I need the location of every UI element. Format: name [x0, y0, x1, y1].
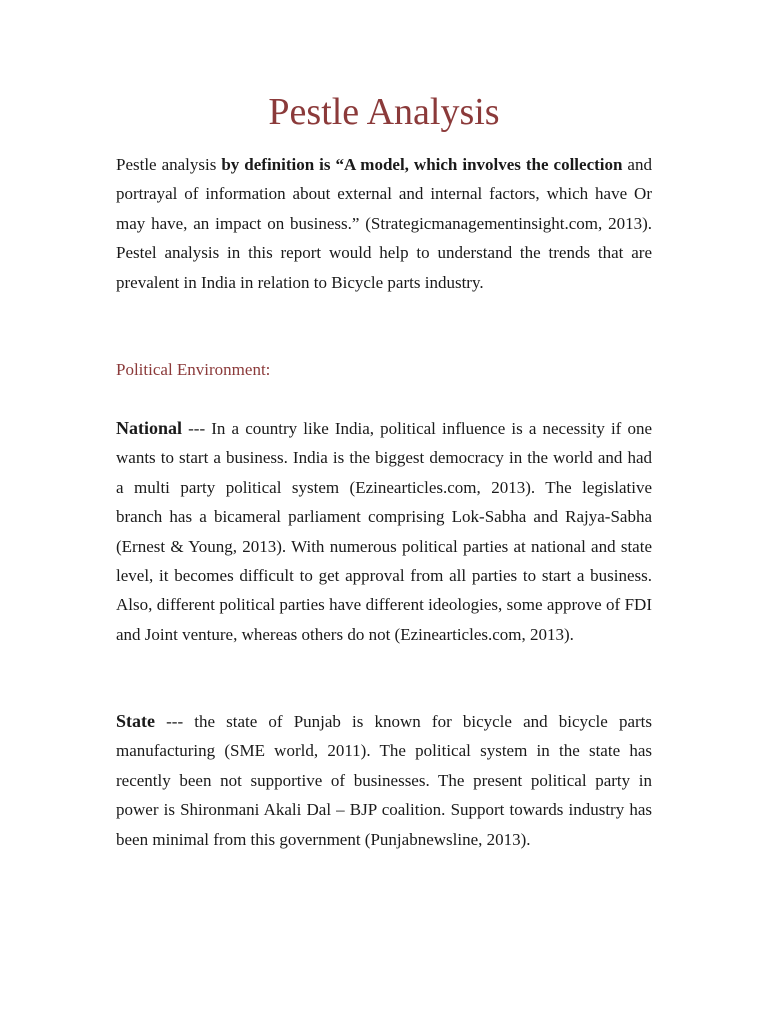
national-lead: National: [116, 418, 183, 438]
document-title: Pestle Analysis: [268, 91, 500, 133]
state-paragraph: [116, 707, 652, 854]
intro-text-start: Pestle analysis: [116, 155, 222, 174]
section-heading-political: Political Environment:: [116, 360, 271, 379]
national-paragraph: [116, 414, 652, 649]
state-lead: State: [116, 711, 155, 731]
intro-definition-bold: by definition is “A model, which involves the collection: [221, 155, 623, 174]
intro-text-rest: and portrayal of information about external and internal factors, which have Or may have, an impact on business.” (Strategicmanagementinsight.com, 2013). Pestel analysis in this report would help to understand the trends that are prevalent in India in relation to Bicycle parts industry.: [116, 155, 652, 292]
intro-paragraph: [116, 150, 652, 297]
state-text: --- the state of Punjab is known for bicycle and bicycle parts manufacturing (SME world, 2011). The political system in the state has recently been not supportive of businesses. The present political party in power is Shironmani Akali Dal – BJP coalition. Support towards industry has been minimal from this government (Punjabnewsline, 2013).: [116, 712, 652, 849]
national-text: --- In a country like India, political influence is a necessity if one wants to start a business. India is the biggest democracy in the world and had a multi party political system (Ezinearticles.com, 2013). The legislative branch has a bicameral parliament comprising Lok-Sabha and Rajya-Sabha (Ernest & Young, 2013). With numerous political parties at national and state level, it becomes difficult to get approval from all parties to start a business. Also, different political parties have different ideologies, some approve of FDI and Joint venture, whereas others do not (Ezinearticles.com, 2013).: [116, 419, 652, 644]
